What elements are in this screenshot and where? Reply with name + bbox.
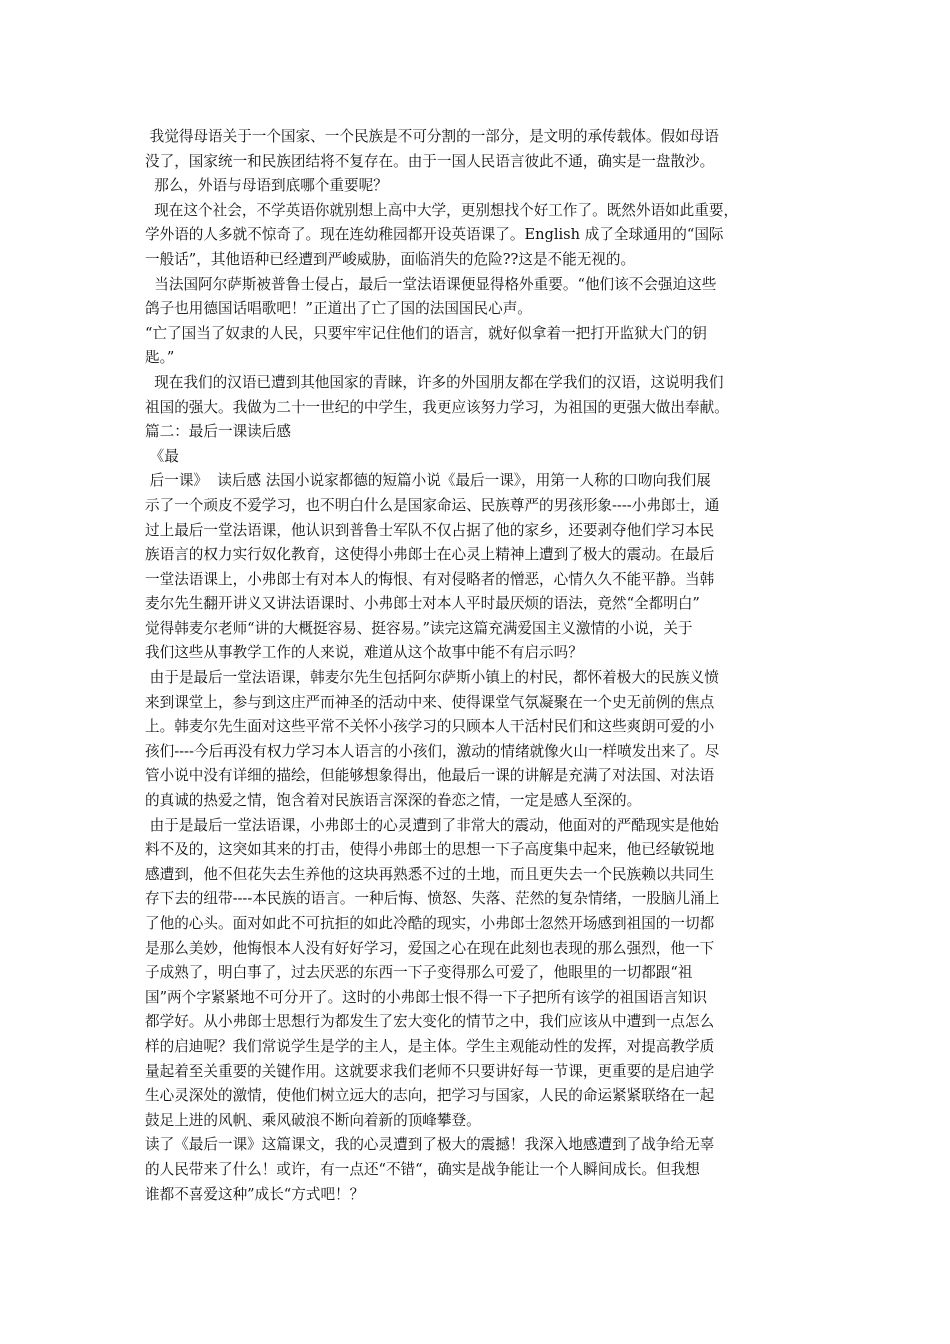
document-page [145,125,820,1207]
text-line: 觉得韩麦尔老师“讲的大概挺容易、挺容易。”读完这篇充满爱国主义激情的小说，关于 [145,619,693,637]
text-line: 示了一个顽皮不爱学习，也不明白什么是国家命运、民族尊严的男孩形象----小弗郎士，通 [145,496,720,514]
text-line: 孩们----今后再没有权力学习本人语言的小孩们，激动的情绪就像火山一样喷发出来了。尽 [145,742,720,760]
text-line: 上。韩麦尔先生面对这些平常不关怀小孩学习的只顾本人干活村民们和这些爽朗可爱的小 [145,718,715,736]
text-line: “亡了国当了奴隶的人民，只要牢牢记住他们的语言，就好似拿着一把打开监狱大门的钥 [145,324,708,342]
text-line: 管小说中没有详细的描绘，但能够想象得出，他最后一课的讲解是充满了对法国、对法语 [145,767,715,785]
text-line: 国”两个字紧紧地不可分开了。这时的小弗郎士恨不得一下子把所有该学的祖国语言知识 [145,988,708,1006]
text-line: 一般话”，其他语种已经遭到严峻威胁，面临消失的危险??这是不能无视的。 [145,250,636,268]
text-line: 现在我们的汉语已遭到其他国家的青睐，许多的外国朋友都在学我们的汉语，这说明我们 [145,373,724,391]
text-line: 我们这些从事教学工作的人来说，难道从这个故事中能不有启示吗？ [145,644,583,662]
text-line: 的真诚的热爱之情，饱含着对民族语言深深的眷恋之情，一定是感人至深的。 [145,792,642,810]
text-line: 存下去的纽带----本民族的语言。一种后悔、愤怒、失落、茫然的复杂情绪，一股脑儿涌上 [145,890,720,908]
text-line: 后一课》 读后感 法国小说家都德的短篇小说《最后一课》，用第一人称的口吻向我们展 [145,472,711,490]
text-line: 了他的心头。面对如此不可抗拒的如此冷酷的现实，小弗郎士忽然开场感到祖国的一切都 [145,915,715,932]
text-line: 一堂法语课上，小弗郎士有对本人的悔恨、有对侵略者的憎恶，心情久久不能平静。当韩 [145,570,715,588]
text-line: 谁都不喜爱这种”成长“方式吧！？ [145,1185,365,1203]
text-line: 现在这个社会，不学英语你就别想上高中大学，更别想找个好工作了。既然外语如此重要， [145,201,739,219]
text-line: 过上最后一堂法语课，他认识到普鲁士军队不仅占据了他的家乡，还要剥夺他们学习本民 [145,521,715,539]
text-line: 祖国的强大。我做为二十一世纪的中学生，我更应该努力学习，为祖国的更强大做出奉献。 [145,398,729,416]
text-line: 族语言的权力实行奴化教育，这使得小弗郎士在心灵上精神上遭到了极大的震动。在最后 [145,546,715,564]
text-line: 料不及的，这突如其来的打击，使得小弗郎士的思想一下子高度集中起来，他已经敏锐地 [145,841,715,859]
text-line: 《最 [145,447,179,465]
text-line: 匙。” [145,349,175,367]
text-line: 当法国阿尔萨斯被普鲁士侵占，最后一堂法语课便显得格外重要。“他们该不会强迫这些 [145,275,717,293]
text-line: 是那么美妙，他悔恨本人没有好好学习，爱国之心在现在此刻也表现的那么强烈，他一下 [145,939,715,957]
text-line: 麦尔先生翻开讲义又讲法语课时、小弗郎士对本人平时最厌烦的语法，竟然“全都明白” [145,595,700,613]
text-line: 没了，国家统一和民族团结将不复存在。由于一国人民语言彼此不通，确实是一盘散沙。 [145,152,715,170]
text-line: 都学好。从小弗郎士思想行为都发生了宏大变化的情节之中，我们应该从中遭到一点怎么 [145,1013,715,1031]
text-line: 的人民带来了什么！或许，有一点还“不错“，确实是战争能让一个人瞬间成长。但我想 [145,1160,700,1178]
text-line: 感遭到，他不但花失去生养他的这块再熟悉不过的土地，而且更失去一个民族赖以共同生 [145,865,715,883]
text-line: 量起着至关重要的关键作用。这就要求我们老师不只要讲好每一节课，更重要的是启迪学 [145,1062,715,1080]
text-line: 由于是最后一堂法语课，小弗郎士的心灵遭到了非常大的震动，他面对的严酷现实是他始 [145,816,719,834]
text-line: 子成熟了，明白事了，过去厌恶的东西一下子变得那么可爱了，他眼里的一切都跟“祖 [145,964,693,982]
section-heading: 篇二：最后一课读后感 [145,423,291,441]
text-line: 读了《最后一课》这篇课文，我的心灵遭到了极大的震撼！我深入地感遭到了战争给无辜 [145,1136,715,1154]
text-line: 来到课堂上，参与到这庄严而神圣的活动中来、使得课堂气氛凝聚在一个史无前例的焦点 [145,693,715,711]
text-line: 样的启迪呢？我们常说学生是学的主人，是主体。学生主观能动性的发挥，对提高教学质 [145,1037,715,1055]
text-line: 鼓足上进的风帆、乘风破浪不断向着新的顶峰攀登。 [145,1111,481,1129]
text-line: 那么，外语与母语到底哪个重要呢？ [145,177,388,195]
text-line: 鸽子也用德国话唱歌吧！”正道出了亡了国的法国国民心声。 [145,300,532,318]
text-line: 生心灵深处的激情，使他们树立远大的志向，把学习与国家，人民的命运紧紧联络在一起 [145,1087,715,1105]
text-line: 学外语的人多就不惊奇了。现在连幼稚园都开设英语课了。English 成了全球通用的“国际 [145,226,724,244]
text-line: 由于是最后一堂法语课，韩麦尔先生包括阿尔萨斯小镇上的村民，都怀着极大的民族义愤 [145,669,719,687]
text-line: 我觉得母语关于一个国家、一个民族是不可分割的一部分，是文明的承传载体。假如母语 [145,128,719,145]
